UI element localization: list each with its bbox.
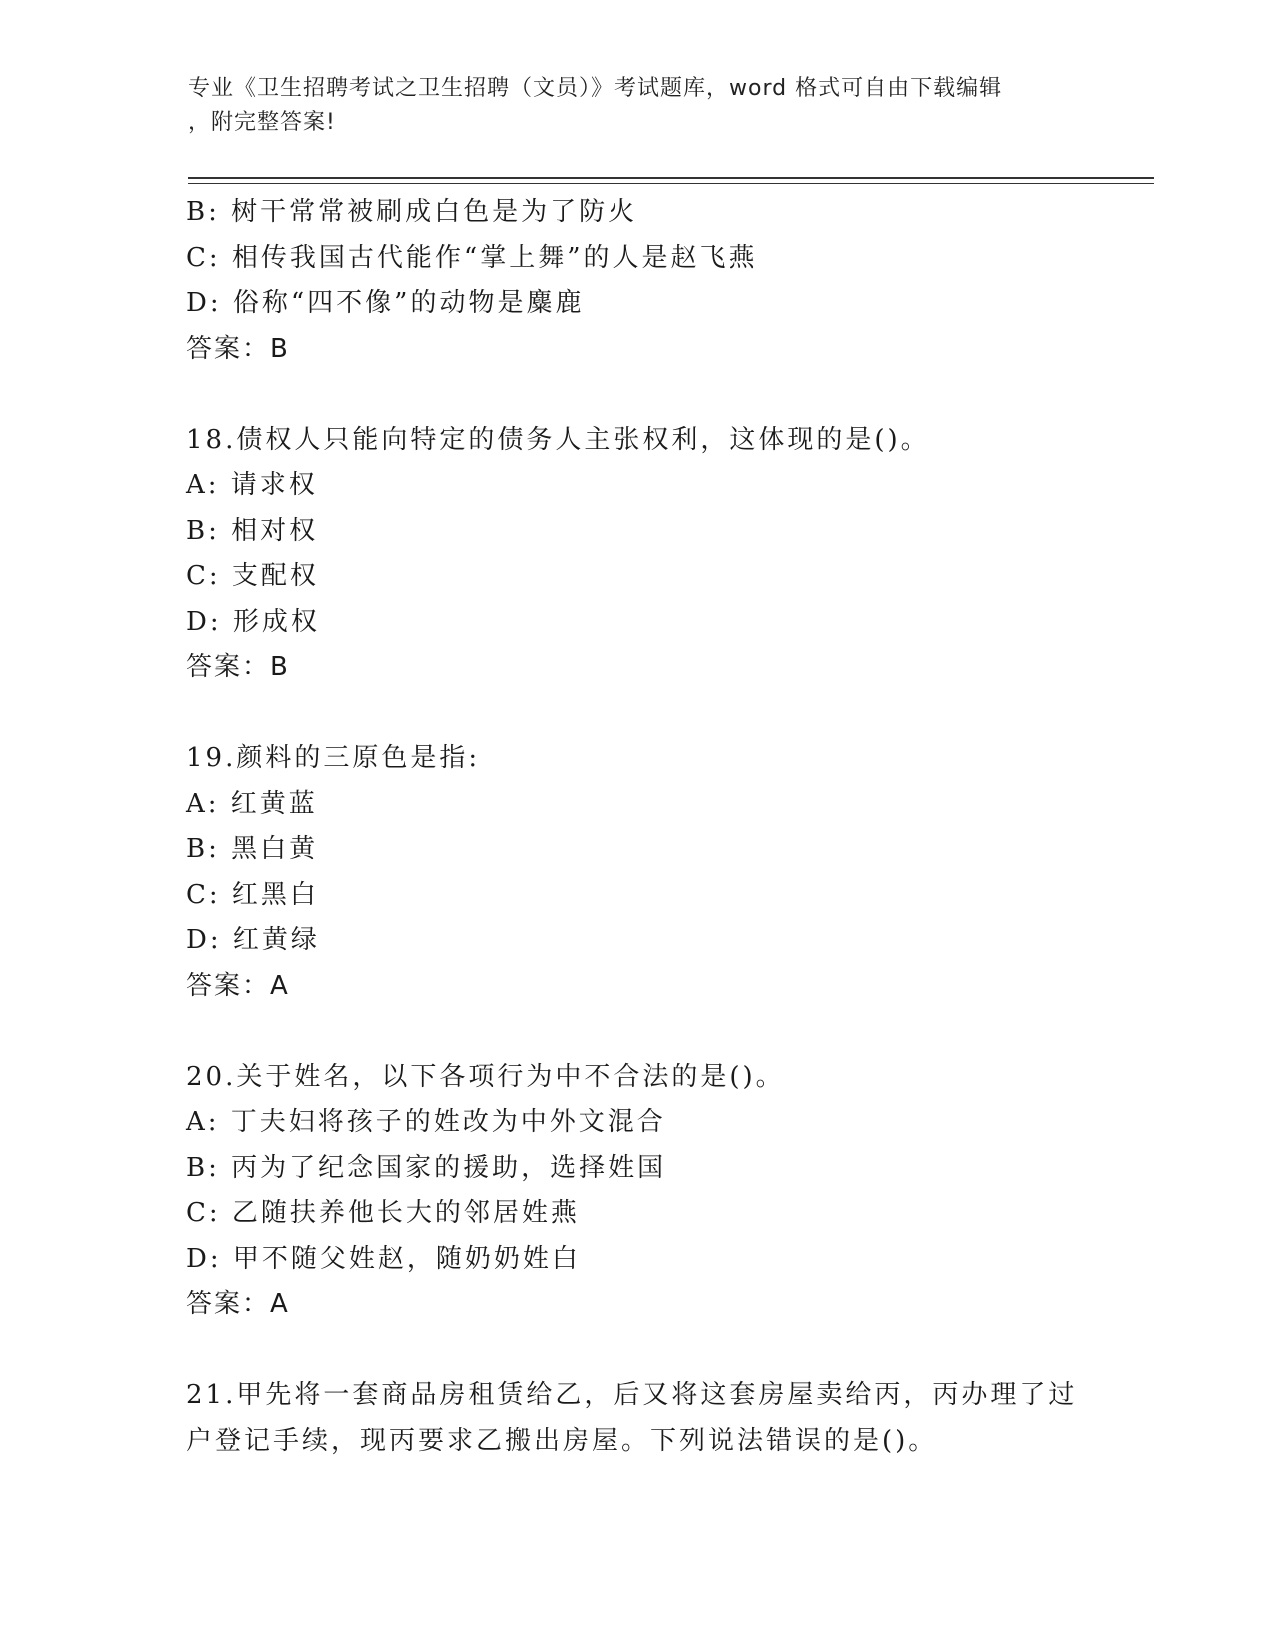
option-b: B: 黑白黄	[186, 834, 319, 864]
question-18-block	[186, 418, 1086, 691]
question-20-block	[186, 1055, 1086, 1328]
header-divider-thin	[188, 183, 1154, 184]
header-line-1: 专业《卫生招聘考试之卫生招聘（文员）》考试题库，word 格式可自由下载编辑	[188, 76, 1003, 101]
header-divider-thick	[188, 177, 1154, 179]
question-21-block	[186, 1373, 1086, 1464]
answer-line: 答案：A	[186, 970, 290, 1001]
option-d: D: 形成权	[186, 606, 320, 637]
spacer	[186, 1009, 1086, 1055]
option-b: B: 丙为了纪念国家的援助，选择姓国	[186, 1152, 667, 1183]
question-text: 19.颜料的三原色是指:	[186, 743, 481, 773]
question-17-block	[186, 190, 1086, 372]
question-text-line-1: 21.甲先将一套商品房租赁给乙，后又将这套房屋卖给丙，丙办理了过	[186, 1380, 1078, 1410]
question-text: 18.债权人只能向特定的债务人主张权利，这体现的是()。	[186, 424, 930, 455]
question-list	[186, 190, 1086, 1464]
document-header	[188, 72, 1068, 140]
spacer	[186, 1328, 1086, 1374]
option-c: C: 相传我国古代能作“掌上舞”的人是赵飞燕	[186, 242, 758, 273]
option-c: C: 乙随扶养他长大的邻居姓燕	[186, 1198, 580, 1228]
question-text-line-2: 户登记手续，现丙要求乙搬出房屋。下列说法错误的是()。	[186, 1425, 938, 1456]
option-c: C: 红黑白	[186, 879, 319, 910]
option-a: A: 丁夫妇将孩子的姓改为中外文混合	[186, 1107, 666, 1137]
option-d: D: 俗称“四不像”的动物是麋鹿	[186, 288, 585, 318]
spacer	[186, 372, 1086, 418]
answer-line: 答案：B	[186, 333, 290, 364]
option-a: A: 请求权	[186, 470, 318, 500]
option-b: B: 树干常常被刷成白色是为了防火	[186, 197, 638, 227]
question-text: 20.关于姓名，以下各项行为中不合法的是()。	[186, 1061, 785, 1092]
option-d: D: 甲不随父姓赵，随奶奶姓白	[186, 1243, 581, 1274]
option-b: B: 相对权	[186, 515, 319, 546]
spacer	[186, 691, 1086, 737]
answer-line: 答案：B	[186, 652, 290, 682]
option-a: A: 红黄蓝	[186, 788, 318, 819]
question-19-block	[186, 736, 1086, 1009]
option-c: C: 支配权	[186, 561, 319, 591]
answer-line: 答案：A	[186, 1289, 290, 1319]
option-d: D: 红黄绿	[186, 925, 320, 955]
header-line-2: ，附完整答案!	[188, 110, 336, 135]
